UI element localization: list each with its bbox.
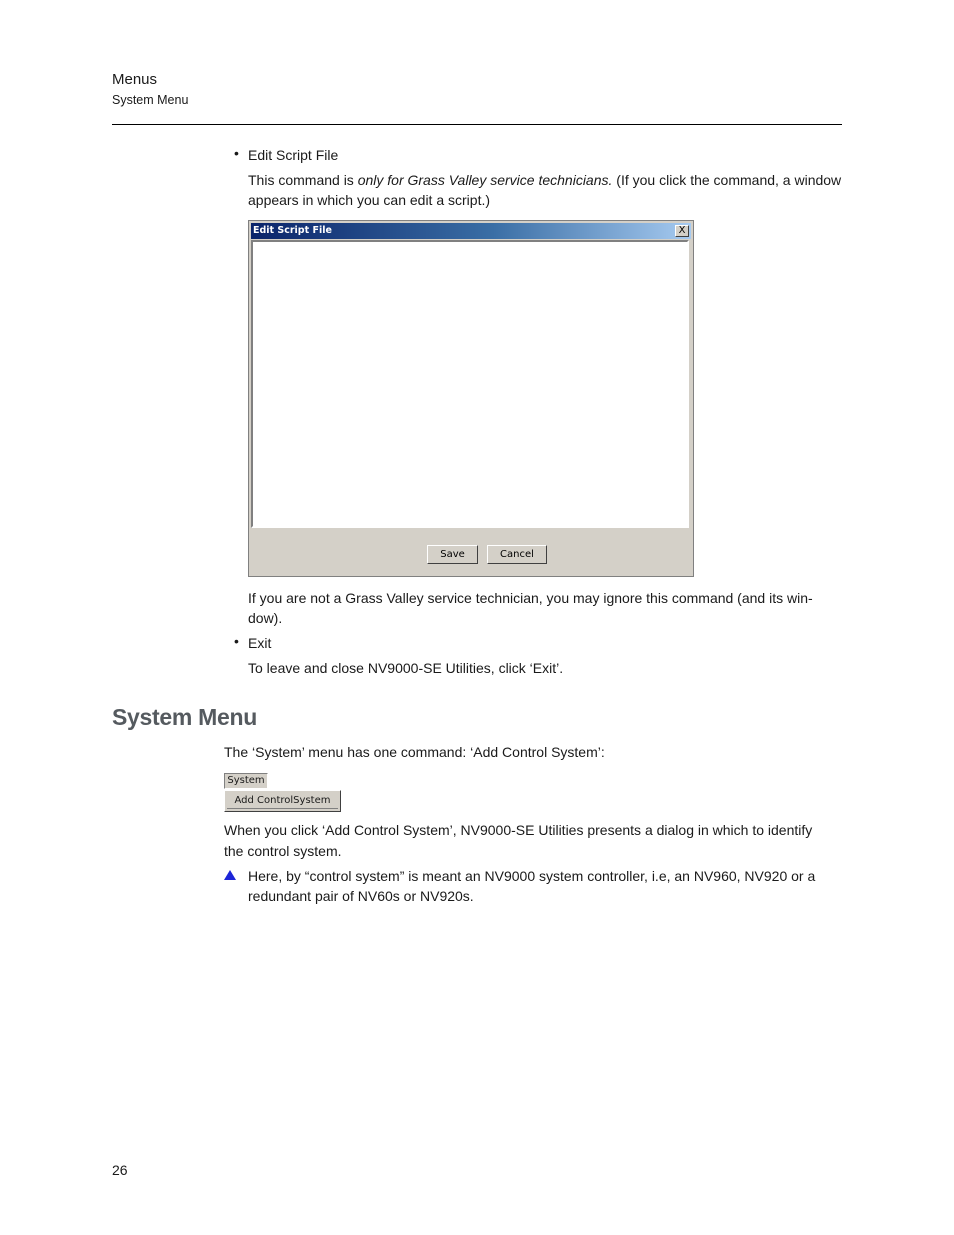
cancel-button[interactable]: Cancel bbox=[487, 545, 547, 564]
header-section: System Menu bbox=[112, 93, 189, 107]
header-rule bbox=[112, 124, 842, 125]
page-number: 26 bbox=[112, 1162, 128, 1178]
note-triangle-icon bbox=[224, 870, 236, 880]
system-menu-desc-line1: When you click ‘Add Control System’, NV9000-SE Utilities presents a dialog in which to identify bbox=[224, 822, 813, 838]
script-text-area[interactable] bbox=[251, 240, 689, 528]
menu-item-add-control-system[interactable]: Add ControlSystem bbox=[227, 793, 338, 809]
system-menu-intro: The ‘System’ menu has one command: ‘Add Control System’: bbox=[224, 744, 605, 760]
bullet-title-exit: Exit bbox=[248, 635, 272, 651]
edit-script-desc-prefix: This command is bbox=[248, 172, 358, 188]
bullet-marker: • bbox=[234, 633, 239, 649]
note-line2: redundant pair of NV60s or NV920s. bbox=[248, 888, 474, 904]
edit-script-desc-line2: appears in which you can edit a script.) bbox=[248, 192, 491, 208]
exit-desc: To leave and close NV9000-SE Utilities, click ‘Exit’. bbox=[248, 660, 564, 676]
menu-system[interactable]: System bbox=[224, 773, 268, 789]
close-icon[interactable]: X bbox=[675, 225, 689, 237]
ignore-line2: dow). bbox=[248, 610, 283, 626]
system-dropdown bbox=[224, 790, 341, 812]
edit-script-dialog bbox=[248, 220, 694, 577]
note-line1: Here, by “control system” is meant an NV9000 system controller, i.e, an NV960, NV920 or a bbox=[248, 868, 816, 884]
edit-script-desc-suffix: (If you click the command, a window bbox=[612, 172, 842, 188]
bullet-marker: • bbox=[234, 145, 239, 161]
header-chapter: Menus bbox=[112, 71, 158, 88]
edit-script-desc-line1 bbox=[248, 170, 841, 191]
system-menu-desc-line2: the control system. bbox=[224, 843, 342, 859]
dialog-titlebar bbox=[251, 223, 691, 239]
ignore-line1: If you are not a Grass Valley service technician, you may ignore this command (and its win- bbox=[248, 590, 813, 606]
section-heading-system-menu: System Menu bbox=[112, 704, 257, 730]
dialog-title: Edit Script File bbox=[253, 225, 332, 236]
edit-script-desc-italic: only for Grass Valley service technicians. bbox=[357, 172, 613, 188]
save-button[interactable]: Save bbox=[427, 545, 478, 564]
bullet-title-edit-script: Edit Script File bbox=[248, 147, 339, 163]
